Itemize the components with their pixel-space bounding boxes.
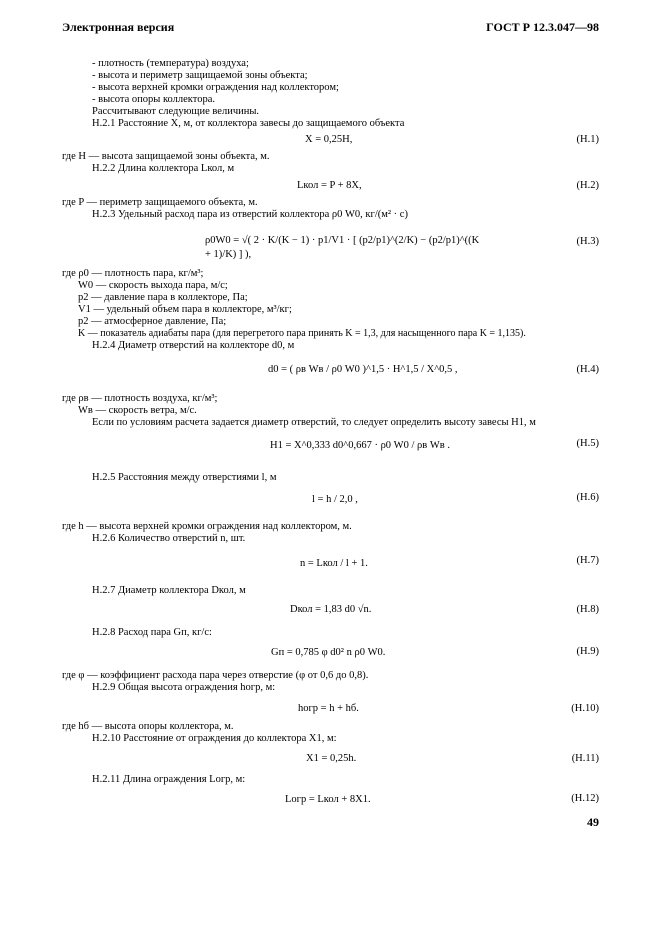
- section-h23-title: Н.2.3 Удельный расход пара из отверстий коллектора ρ0 W0, кг/(м² · с): [92, 209, 408, 220]
- equation-h1: X = 0,25H,: [305, 134, 353, 145]
- equation-h10: hогр = h + hб.: [298, 703, 359, 714]
- equation-h3: ρ0W0 = √( 2 · K/(K − 1) · p1/V1 · [ (p2/p1)^(2/K) − (p2/p1)^((K + 1)/K) ] ),: [205, 235, 480, 260]
- list-item: - высота и периметр защищаемой зоны объекта;: [92, 70, 308, 81]
- where-clause: K — показатель адиабаты пара (для перегретого пара принять K = 1,3, для насыщенного пара K = 1,135).: [78, 328, 526, 339]
- equation-number: (Н.5): [576, 438, 599, 449]
- equation-h5: H1 = X^0,333 d0^0,667 · ρ0 W0 / ρв Wв .: [270, 440, 450, 451]
- section-h24-title: Н.2.4 Диаметр отверстий на коллекторе d0, м: [92, 340, 295, 351]
- intro-text: Рассчитывают следующие величины.: [92, 106, 260, 117]
- section-h25-title: Н.2.5 Расстояния между отверстиями l, м: [92, 472, 277, 483]
- section-h210-title: Н.2.10 Расстояние от ограждения до коллектора X1, м:: [92, 733, 337, 744]
- equation-number: (Н.12): [571, 793, 599, 804]
- list-item: - плотность (температура) воздуха;: [92, 58, 249, 69]
- where-clause: p2 — давление пара в коллекторе, Па;: [78, 292, 248, 303]
- where-clause: W0 — скорость выхода пара, м/с;: [78, 280, 228, 291]
- equation-h11: X1 = 0,25h.: [306, 753, 357, 764]
- section-h21-title: Н.2.1 Расстояние X, м, от коллектора завесы до защищаемого объекта: [92, 118, 405, 129]
- equation-h8: Dкол = 1,83 d0 √n.: [290, 604, 372, 615]
- equation-h6: l = h / 2,0 ,: [312, 494, 358, 505]
- list-item: - высота верхней кромки ограждения над коллектором;: [92, 82, 339, 93]
- running-header-left: Электронная версия: [62, 20, 175, 34]
- where-clause: где hб — высота опоры коллектора, м.: [62, 721, 234, 732]
- where-clause: Wв — скорость ветра, м/с.: [78, 405, 197, 416]
- section-h29-title: Н.2.9 Общая высота ограждения hогр, м:: [92, 682, 276, 693]
- equation-number: (Н.1): [576, 134, 599, 145]
- equation-h2: Lкол = P + 8X,: [297, 180, 362, 191]
- where-clause: где φ — коэффициент расхода пара через отверстие (φ от 0,6 до 0,8).: [62, 670, 369, 681]
- equation-number: (Н.10): [571, 703, 599, 714]
- list-item: - высота опоры коллектора.: [92, 94, 215, 105]
- page-number: 49: [587, 815, 599, 829]
- where-clause: где ρв — плотность воздуха, кг/м³;: [62, 393, 218, 404]
- where-clause: V1 — удельный объем пара в коллекторе, м³/кг;: [78, 304, 292, 315]
- equation-number: (Н.4): [576, 364, 599, 375]
- equation-number: (Н.8): [576, 604, 599, 615]
- where-clause: где ρ0 — плотность пара, кг/м³;: [62, 268, 204, 279]
- section-h24-note: Если по условиям расчета задается диаметр отверстий, то следует определить высоту завесы H1, м: [92, 417, 536, 428]
- running-header-right: ГОСТ Р 12.3.047—98: [486, 20, 599, 34]
- equation-number: (Н.6): [576, 492, 599, 503]
- equation-h4: d0 = ( ρв Wв / ρ0 W0 )^1,5 · H^1,5 / X^0,5 ,: [268, 364, 458, 375]
- section-h26-title: Н.2.6 Количество отверстий n, шт.: [92, 533, 246, 544]
- equation-number: (Н.2): [576, 180, 599, 191]
- section-h27-title: Н.2.7 Диаметр коллектора Dкол, м: [92, 585, 246, 596]
- section-h28-title: Н.2.8 Расход пара Gп, кг/с:: [92, 627, 212, 638]
- where-clause: p2 — атмосферное давление, Па;: [78, 316, 227, 327]
- section-h211-title: Н.2.11 Длина ограждения Lогр, м:: [92, 774, 246, 785]
- equation-h9: Gп = 0,785 φ d0² n ρ0 W0.: [271, 647, 386, 658]
- equation-number: (Н.9): [576, 646, 599, 657]
- equation-h7: n = Lкол / l + 1.: [300, 558, 368, 569]
- equation-number: (Н.11): [571, 753, 599, 764]
- section-h22-title: Н.2.2 Длина коллектора Lкол, м: [92, 163, 235, 174]
- equation-h12: Lогр = Lкол + 8X1.: [285, 794, 371, 805]
- where-clause: где H — высота защищаемой зоны объекта, м.: [62, 151, 270, 162]
- equation-number: (Н.7): [576, 555, 599, 566]
- where-clause: где h — высота верхней кромки ограждения над коллектором, м.: [62, 521, 352, 532]
- equation-number: (Н.3): [576, 236, 599, 247]
- where-clause: где P — периметр защищаемого объекта, м.: [62, 197, 258, 208]
